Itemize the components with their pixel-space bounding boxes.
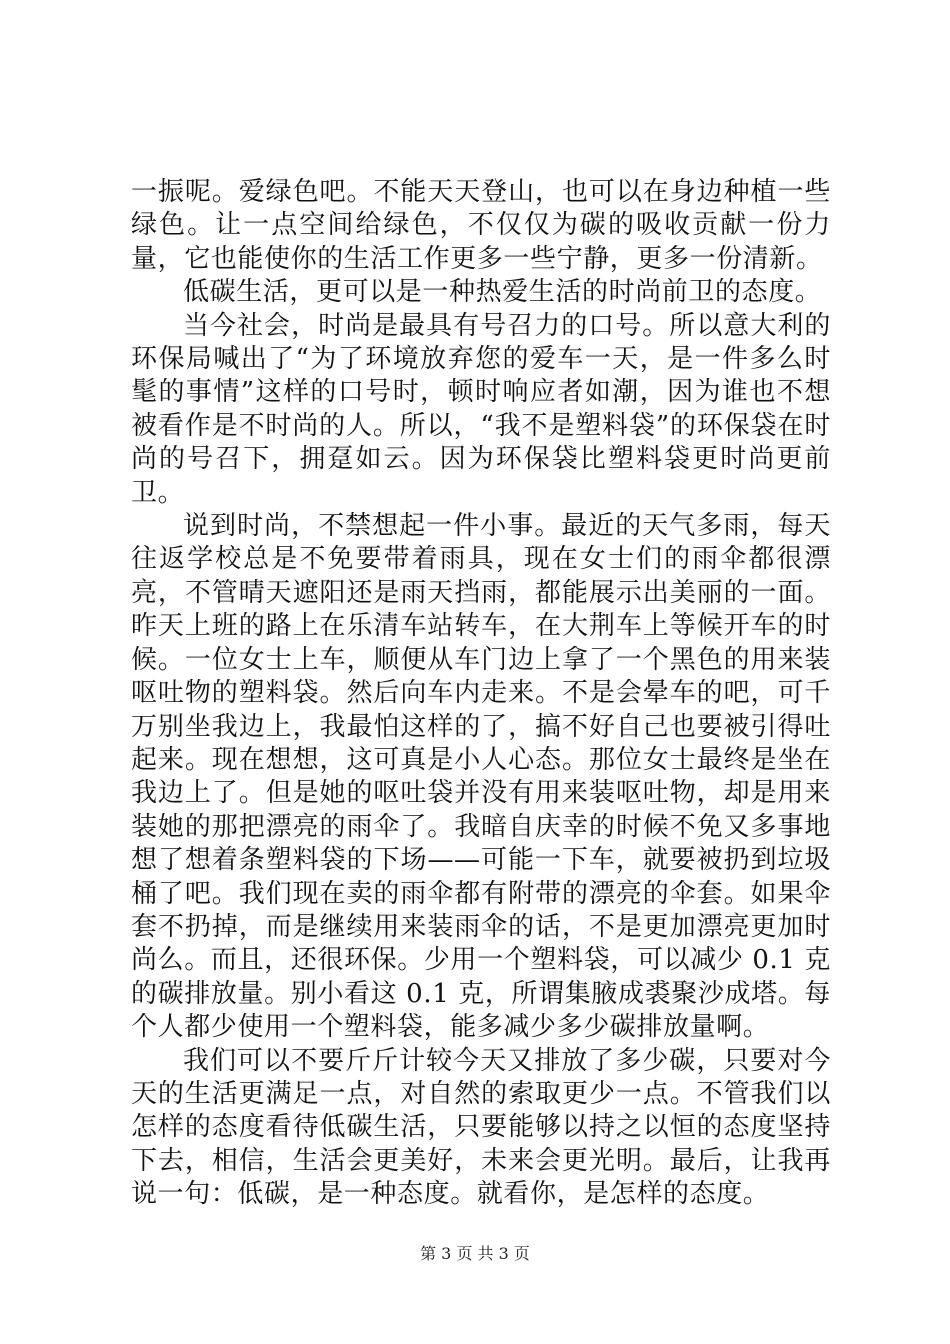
paragraph-italy-slogan: 当今社会，时尚是最具有号召力的口号。所以意大利的环保局喊出了“为了环境放弃您的爱车一天，是一件多么时髦的事情”这样的口号时，顿时响应者如潮，因为谁也不想被看作是不时尚的人。所以，“我不是塑料袋”的环保袋在时尚的号召下，拥趸如云。因为环保袋比塑料袋更时尚更前卫。 bbox=[131, 310, 831, 508]
paragraph-fashion-attitude: 低碳生活，更可以是一种热爱生活的时尚前卫的态度。 bbox=[183, 277, 822, 308]
paragraph-umbrella-story: 说到时尚，不禁想起一件小事。最近的天气多雨，每天往返学校总是不免要带着雨具，现在女士们的雨伞都很漂亮，不管晴天遮阳还是雨天挡雨，都能展示出美丽的一面。昨天上班的路上在乐清车站转车，在大荆车上等候开车的时候。一位女士上车，顺便从车门边上拿了一个黑色的用来装呕吐物的塑料袋。然后向车内走来。不是会晕车的吧，可千万别坐我边上，我最怕这样的了，搞不好自己也要被引得吐起来。现在想想，这可真是小人心态。那位女士最终是坐在我边上了。但是她的呕吐袋并没有用来装呕吐物，却是用来装她的那把漂亮的雨伞了。我暗自庆幸的时候不免又多事地想了想着条塑料袋的下场——可能一下车，就要被扔到垃圾桶了吧。我们现在卖的雨伞都有附带的漂亮的伞套。如果伞套不扔掉，而是继续用来装雨伞的话，不是更加漂亮更加时尚么。而且，还很环保。少用一个塑料袋，可以减少 0.1 克的碳排放量。别小看这 0.1 克，所谓集腋成裘聚沙成塔。每个人都少使用一个塑料袋，能多减少多少碳排放量啊。 bbox=[131, 511, 831, 1043]
paragraph-green-living: 一振呢。爱绿色吧。不能天天登山，也可以在身边种植一些绿色。让一点空间给绿色，不仅仅为碳的吸收贡献一份力量，它也能使你的生活工作更多一些宁静，更多一份清新。 bbox=[131, 177, 831, 274]
page-number-footer: 第 3 页 共 3 页 bbox=[420, 1244, 530, 1263]
document-body bbox=[131, 176, 831, 1212]
paragraph-conclusion: 我们可以不要斤斤计较今天又排放了多少碳，只要对今天的生活更满足一点，对自然的索取更少一点。不管我们以怎样的态度看待低碳生活，只要能够以持之以恒的态度坚持下去，相信，生活会更美好，未来会更光明。最后，让我再说一句：低碳，是一种态度。就看你，是怎样的态度。 bbox=[131, 1045, 831, 1210]
